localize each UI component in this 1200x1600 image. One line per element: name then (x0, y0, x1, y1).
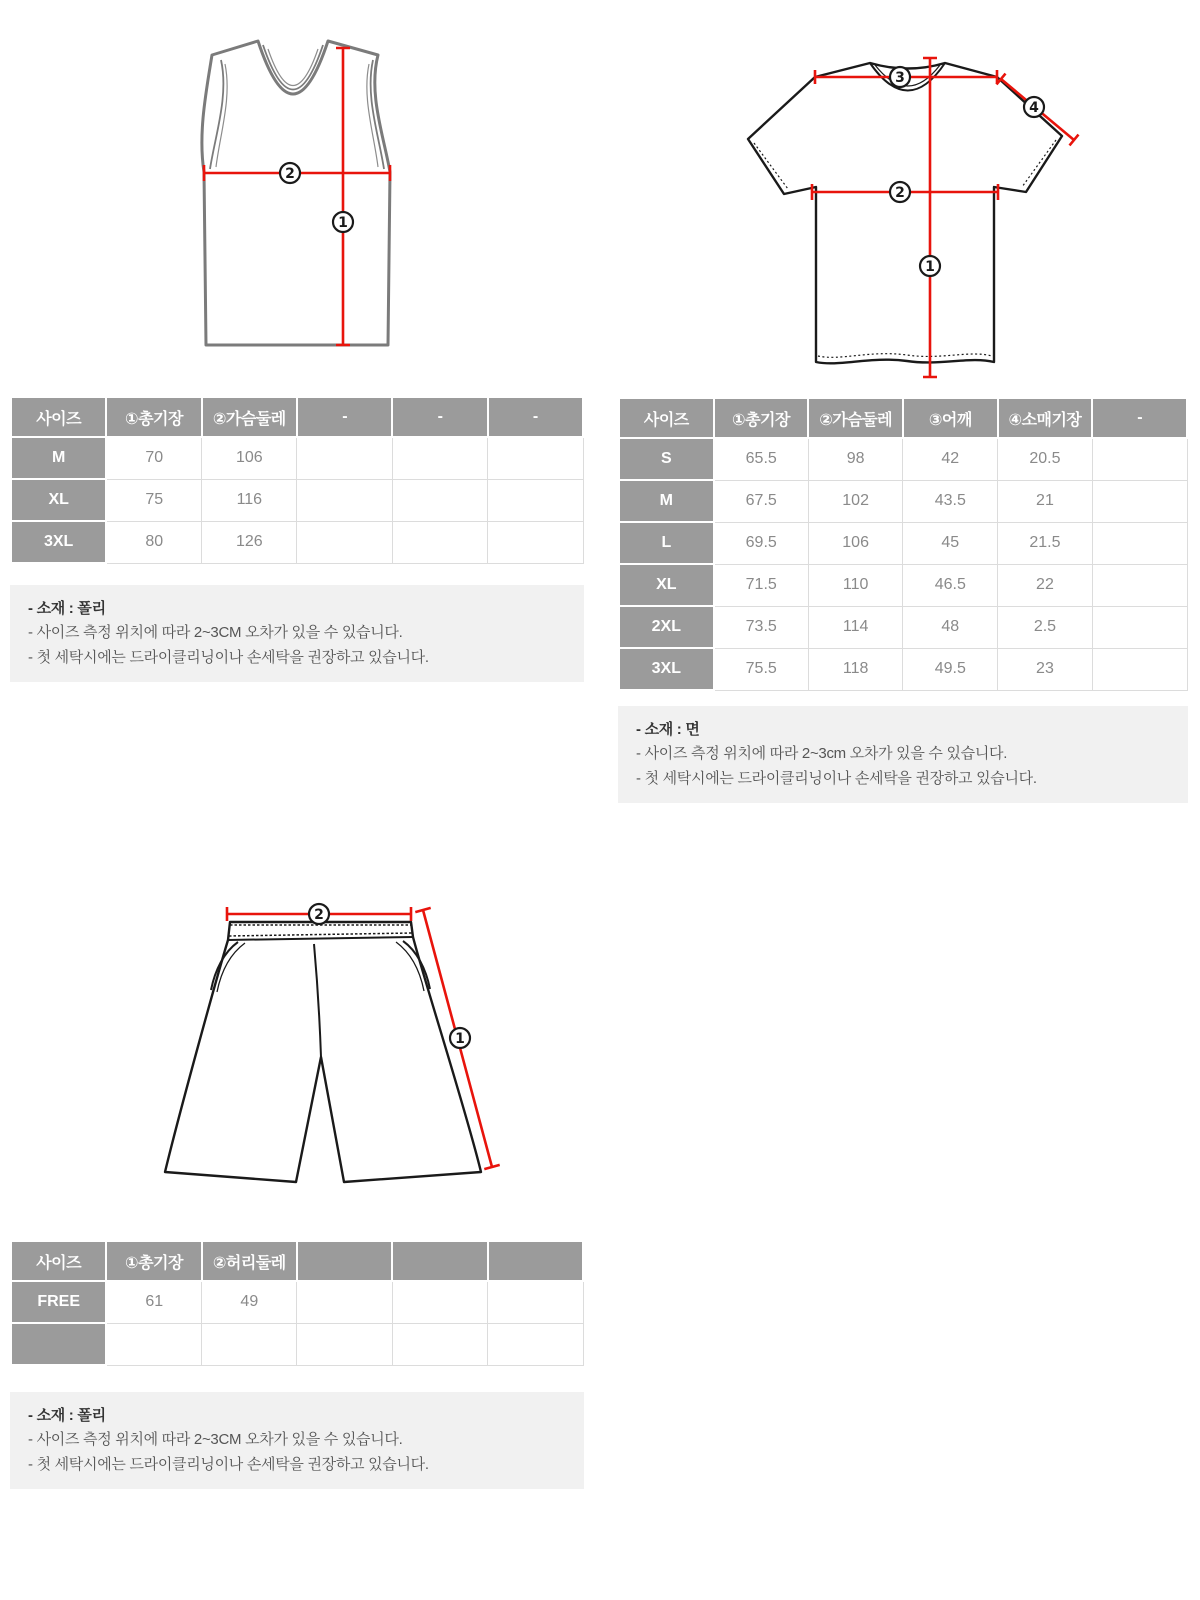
table-row (619, 522, 1187, 564)
column-header: 사이즈 (11, 1241, 106, 1281)
value-cell: 21 (998, 480, 1093, 522)
value-cell: 61 (106, 1281, 201, 1323)
note-washing: - 첫 세탁시에는 드라이클리닝이나 손세탁을 권장하고 있습니다. (28, 648, 429, 666)
table-row (11, 479, 583, 521)
tank-size-table-wrap (10, 396, 584, 564)
value-cell (392, 479, 487, 521)
value-cell: 65.5 (714, 438, 809, 480)
value-cell (1092, 522, 1187, 564)
column-header: ①총기장 (106, 397, 201, 437)
value-cell (488, 479, 583, 521)
table-row (619, 606, 1187, 648)
size-label-cell: FREE (11, 1281, 106, 1323)
column-header (488, 1241, 583, 1281)
note-material: - 소재 : 폴리 (28, 600, 106, 617)
table-row (619, 564, 1187, 606)
value-cell: 106 (808, 522, 903, 564)
value-cell: 102 (808, 480, 903, 522)
table-row (619, 480, 1187, 522)
measure-marker-2 (280, 163, 300, 183)
value-cell: 126 (202, 521, 297, 563)
size-label-cell: M (619, 480, 714, 522)
column-header: 사이즈 (619, 398, 714, 438)
value-cell (1092, 438, 1187, 480)
value-cell: 48 (903, 606, 998, 648)
table-row (619, 438, 1187, 480)
table-row (11, 437, 583, 479)
column-header: - (297, 397, 392, 437)
value-cell: 75 (106, 479, 201, 521)
column-header: 사이즈 (11, 397, 106, 437)
shorts-size-table (10, 1240, 584, 1366)
value-cell (202, 1323, 297, 1365)
value-cell: 21.5 (998, 522, 1093, 564)
table-row (11, 521, 583, 563)
size-label-cell: XL (619, 564, 714, 606)
value-cell (1092, 648, 1187, 690)
measure-marker-3 (890, 67, 910, 87)
value-cell (106, 1323, 201, 1365)
measure-marker-1 (920, 256, 940, 276)
value-cell: 114 (808, 606, 903, 648)
value-cell: 118 (808, 648, 903, 690)
measure-marker-1 (333, 212, 353, 232)
note-washing: - 첫 세탁시에는 드라이클리닝이나 손세탁을 권장하고 있습니다. (28, 1455, 429, 1473)
value-cell (1092, 564, 1187, 606)
column-header: ③어깨 (903, 398, 998, 438)
value-cell (488, 437, 583, 479)
value-cell: 73.5 (714, 606, 809, 648)
value-cell: 23 (998, 648, 1093, 690)
value-cell: 69.5 (714, 522, 809, 564)
value-cell: 42 (903, 438, 998, 480)
size-label-cell: M (11, 437, 106, 479)
column-header: ②가슴둘레 (808, 398, 903, 438)
column-header (297, 1241, 392, 1281)
value-cell (392, 1323, 487, 1365)
note-material: - 소재 : 폴리 (28, 1407, 106, 1424)
value-cell (297, 1323, 392, 1365)
column-header: - (392, 397, 487, 437)
value-cell (488, 1323, 583, 1365)
shorts-diagram (120, 860, 520, 1200)
note-material: - 소재 : 면 (636, 721, 700, 738)
tee-size-table (618, 397, 1188, 691)
value-cell: 75.5 (714, 648, 809, 690)
measure-marker-4 (1024, 97, 1044, 117)
size-label-cell: S (619, 438, 714, 480)
tank-outline (202, 41, 390, 345)
value-cell (1092, 606, 1187, 648)
value-cell (297, 437, 392, 479)
column-header (392, 1241, 487, 1281)
note-tolerance: - 사이즈 측정 위치에 따라 2~3CM 오차가 있을 수 있습니다. (28, 624, 403, 642)
value-cell: 67.5 (714, 480, 809, 522)
shorts-outline (165, 922, 481, 1182)
value-cell: 45 (903, 522, 998, 564)
value-cell (297, 479, 392, 521)
value-cell: 80 (106, 521, 201, 563)
svg-text:2: 2 (314, 907, 324, 923)
value-cell (297, 1281, 392, 1323)
value-cell (297, 521, 392, 563)
tank-notes (10, 585, 584, 682)
value-cell: 98 (808, 438, 903, 480)
header-row (619, 398, 1187, 438)
measure-marker-2 (309, 904, 329, 924)
value-cell: 106 (202, 437, 297, 479)
column-header: - (488, 397, 583, 437)
svg-text:1: 1 (455, 1031, 465, 1047)
tshirt-diagram (700, 40, 1100, 385)
shorts-size-table-wrap (10, 1240, 584, 1366)
column-header: ①총기장 (106, 1241, 201, 1281)
tshirt-outline (748, 63, 1062, 363)
header-row (11, 1241, 583, 1281)
size-label-cell: L (619, 522, 714, 564)
value-cell (392, 437, 487, 479)
value-cell (392, 521, 487, 563)
svg-text:2: 2 (895, 185, 905, 201)
svg-text:1: 1 (338, 215, 348, 231)
column-header: ②가슴둘레 (202, 397, 297, 437)
tank-top-diagram (175, 22, 405, 357)
value-cell: 116 (202, 479, 297, 521)
value-cell: 70 (106, 437, 201, 479)
size-label-cell: 3XL (11, 521, 106, 563)
size-label-cell: XL (11, 479, 106, 521)
column-header: ④소매기장 (998, 398, 1093, 438)
size-label-cell: 2XL (619, 606, 714, 648)
measure-marker-1 (450, 1028, 470, 1048)
value-cell: 49.5 (903, 648, 998, 690)
value-cell: 22 (998, 564, 1093, 606)
tee-size-table-wrap (618, 397, 1188, 691)
measure-marker-2 (890, 182, 910, 202)
size-label-cell: 3XL (619, 648, 714, 690)
value-cell: 71.5 (714, 564, 809, 606)
size-label-cell (11, 1323, 106, 1365)
svg-text:1: 1 (925, 259, 935, 275)
column-header: - (1092, 398, 1187, 438)
column-header: ①총기장 (714, 398, 809, 438)
value-cell: 43.5 (903, 480, 998, 522)
column-header: ②허리둘레 (202, 1241, 297, 1281)
note-tolerance: - 사이즈 측정 위치에 따라 2~3cm 오차가 있을 수 있습니다. (636, 745, 1008, 763)
value-cell: 46.5 (903, 564, 998, 606)
note-washing: - 첫 세탁시에는 드라이클리닝이나 손세탁을 권장하고 있습니다. (636, 769, 1037, 787)
value-cell: 49 (202, 1281, 297, 1323)
table-row (619, 648, 1187, 690)
value-cell: 2.5 (998, 606, 1093, 648)
tee-notes (618, 706, 1188, 803)
svg-text:3: 3 (895, 70, 905, 86)
shorts-notes (10, 1392, 584, 1489)
header-row (11, 397, 583, 437)
tank-size-table (10, 396, 584, 564)
table-row (11, 1323, 583, 1365)
value-cell (488, 521, 583, 563)
value-cell: 20.5 (998, 438, 1093, 480)
value-cell: 110 (808, 564, 903, 606)
value-cell (392, 1281, 487, 1323)
value-cell (1092, 480, 1187, 522)
svg-text:4: 4 (1029, 100, 1039, 116)
table-row (11, 1281, 583, 1323)
value-cell (488, 1281, 583, 1323)
note-tolerance: - 사이즈 측정 위치에 따라 2~3CM 오차가 있을 수 있습니다. (28, 1431, 403, 1449)
svg-text:2: 2 (285, 166, 295, 182)
